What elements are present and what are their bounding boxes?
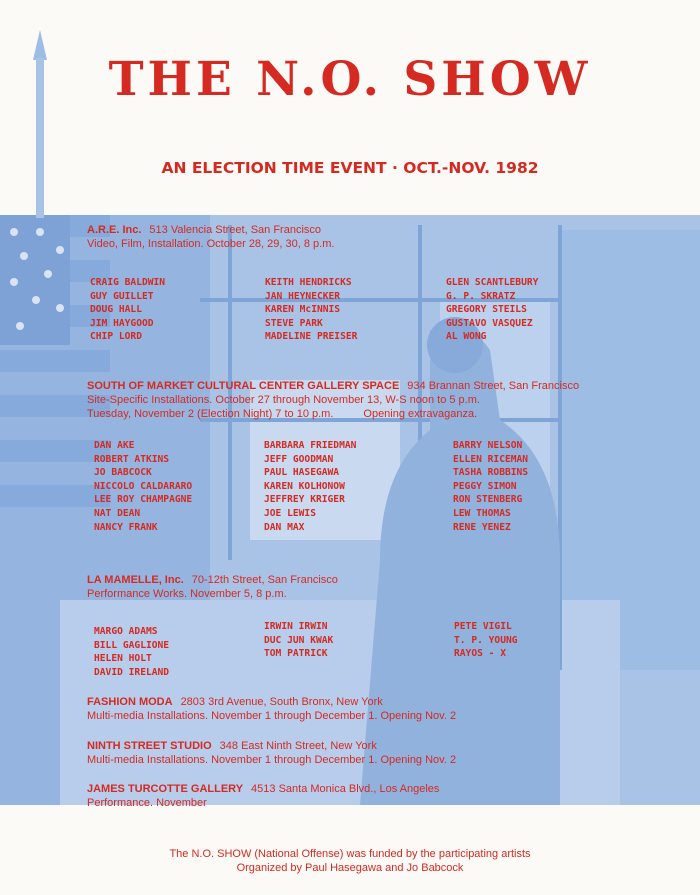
venue-are-details: Video, Film, Installation. October 28, 29, 30, 8 p.m. (87, 238, 335, 250)
artist-name: CRAIG BALDWIN (90, 277, 166, 288)
venue-name: LA MAMELLE, Inc. (87, 574, 184, 586)
artist-name: NANCY FRANK (94, 521, 158, 533)
artist-name: STEVE PARK (265, 317, 323, 329)
election-night-text: Tuesday, November 2 (Election Night) 7 to 10 p.m. (87, 408, 334, 420)
venue-address: 2803 3rd Avenue, South Bronx, New York (180, 696, 383, 708)
artist-name: KEITH HENDRICKS (265, 277, 352, 288)
artist-name: DUC JUN KWAK (264, 634, 334, 646)
artist-name: NAT DEAN (94, 507, 141, 519)
flag-canton (0, 215, 70, 345)
opening-text: Opening extravaganza. (363, 408, 478, 420)
artist-name: CHIP LORD (90, 331, 142, 343)
venue-name: A.R.E. Inc. (87, 224, 142, 236)
artist-name: MADELINE PREISER (265, 331, 358, 343)
lamamelle-artists-col2 (264, 620, 333, 661)
artist-name: AL WONG (446, 331, 487, 343)
venue-address: 513 Valencia Street, San Francisco (149, 224, 322, 236)
venue-turcotte-header (87, 783, 439, 795)
artist-name: PAUL HASEGAWA (264, 467, 340, 479)
artist-name: BILL GAGLIONE (94, 639, 170, 651)
artist-name: LEW THOMAS (453, 507, 511, 519)
artist-name: JO BABCOCK (94, 467, 152, 479)
are-artists-col2 (265, 276, 357, 344)
artist-name: GREGORY STEILS (446, 304, 527, 316)
artist-name: T. P. YOUNG (454, 634, 518, 646)
venue-ninthstreet-header (87, 740, 377, 752)
artist-name: G. P. SKRATZ (446, 290, 516, 302)
lamamelle-artists-col3 (454, 620, 518, 661)
artist-name: ELLEN RICEMAN (453, 453, 529, 465)
artist-name: MARGO ADAMS (94, 626, 158, 637)
venue-ninthstreet-details: Multi-media Installations. November 1 through December 1. Opening Nov. 2 (87, 754, 457, 766)
venue-name: FASHION MODA (87, 696, 173, 708)
artist-name: DOUG HALL (90, 304, 142, 316)
artist-name: PEGGY SIMON (453, 480, 517, 492)
artist-name: BARBARA FRIEDMAN (264, 440, 357, 451)
poster-title: THE N.O. SHOW (108, 52, 592, 107)
artist-name: JEFFREY KRIGER (264, 494, 345, 506)
artist-name: RAYOS - X (454, 648, 506, 660)
artist-name: IRWIN IRWIN (264, 621, 328, 632)
artist-name: TOM PATRICK (264, 648, 328, 660)
venue-fashionmoda-details: Multi-media Installations. November 1 through December 1. Opening Nov. 2 (87, 710, 457, 722)
venue-are-header (87, 224, 321, 236)
venue-name: NINTH STREET STUDIO (87, 740, 212, 752)
artist-name: TASHA ROBBINS (453, 467, 529, 479)
venue-lamamelle-details: Performance Works. November 5, 8 p.m. (87, 588, 287, 600)
artist-name: DAN AKE (94, 440, 135, 451)
footer-funding: The N.O. SHOW (National Offense) was funded by the participating artists (169, 848, 531, 860)
venue-lamamelle-header (87, 574, 338, 586)
artist-name: NICCOLO CALDARARO (94, 480, 193, 492)
venue-address: 348 East Ninth Street, New York (219, 740, 377, 752)
venue-name: JAMES TURCOTTE GALLERY (87, 783, 244, 795)
artist-name: DAVID IRELAND (94, 666, 170, 678)
artist-name: DAN MAX (264, 521, 305, 533)
venue-turcotte-details: Performance. November (87, 797, 207, 809)
footer-organizers: Organized by Paul Hasegawa and Jo Babcock (236, 862, 464, 874)
somarts-artists-col1 (94, 439, 192, 534)
artist-name: ROBERT ATKINS (94, 453, 170, 465)
artist-name: GUY GUILLET (90, 290, 154, 302)
artist-name: JOE LEWIS (264, 507, 316, 519)
artist-name: BARRY NELSON (453, 440, 523, 451)
artist-name: GLEN SCANTLEBURY (446, 277, 539, 288)
somarts-artists-col3 (453, 439, 528, 534)
artist-name: RENE YENEZ (453, 521, 511, 533)
venue-fashionmoda-header (87, 696, 383, 708)
are-artists-col1 (90, 276, 165, 344)
venue-address: 934 Brannan Street, San Francisco (407, 380, 580, 392)
artist-name: KAREN McINNIS (265, 304, 341, 316)
artist-name: JEFF GOODMAN (264, 453, 334, 465)
artist-name: JIM HAYGOOD (90, 317, 154, 329)
venue-address: 70-12th Street, San Francisco (191, 574, 338, 586)
artist-name: HELEN HOLT (94, 653, 152, 665)
poster-subtitle: AN ELECTION TIME EVENT · OCT.-NOV. 1982 (161, 159, 539, 177)
artist-name: KAREN KOLHONOW (264, 480, 345, 492)
somarts-artists-col2 (264, 439, 356, 534)
venue-somarts-header (87, 380, 579, 392)
artist-name: LEE ROY CHAMPAGNE (94, 494, 193, 506)
artist-name: RON STENBERG (453, 494, 523, 506)
lamamelle-artists-col1 (94, 625, 169, 679)
venue-somarts-details2 (87, 408, 477, 420)
artist-name: GUSTAVO VASQUEZ (446, 317, 533, 329)
artist-name: JAN HEYNECKER (265, 290, 341, 302)
venue-somarts-details: Site-Specific Installations. October 27 through November 13, W-S noon to 5 p.m. (87, 394, 480, 406)
artist-name: PETE VIGIL (454, 621, 512, 632)
venue-address: 4513 Santa Monica Blvd., Los Angeles (251, 783, 440, 795)
venue-name: SOUTH OF MARKET CULTURAL CENTER GALLERY SPACE (87, 380, 400, 392)
are-artists-col3 (446, 276, 538, 344)
